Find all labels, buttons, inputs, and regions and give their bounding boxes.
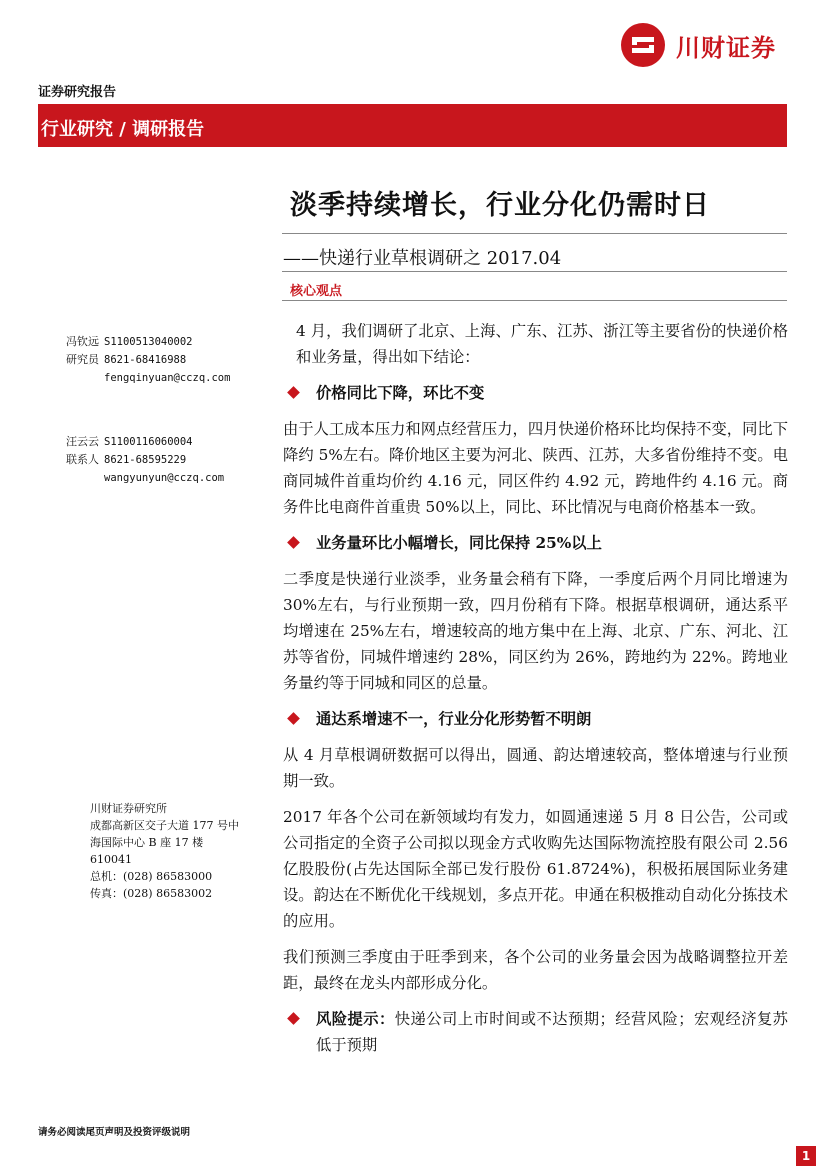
divider xyxy=(282,300,787,301)
divider xyxy=(282,233,787,234)
institute-address: 成都高新区交子大道 177 号中 xyxy=(90,819,239,832)
analyst-cert: S1100513040002 xyxy=(104,336,193,348)
diamond-bullet-icon xyxy=(287,536,300,549)
analyst-card xyxy=(66,333,230,387)
paragraph: 2017 年各个公司在新领域均有发力，如圆通速递 5 月 8 日公告，公司或公司指定的全资子公司拟以现金方式收购先达国际物流控股有限公司 2.56 亿股股份(占先达国际全部已发行股份 61.8724%)，积极拓展国际业务建设。韵达在不断优化干线规划，多点开花。申通在积极推动自动化分拣技术的应用。 xyxy=(283,808,788,930)
institute-postcode: 610041 xyxy=(90,853,132,866)
report-type: 证券研究报告 xyxy=(38,85,117,100)
bullet-heading: 业务量环比小幅增长，同比保持 25%以上 xyxy=(283,530,788,556)
diamond-bullet-icon xyxy=(287,386,300,399)
diamond-bullet-icon xyxy=(287,712,300,725)
analyst-email[interactable]: fengqinyuan@cczq.com xyxy=(104,372,231,384)
section-heading: 核心观点 xyxy=(290,284,343,299)
analyst-role: 研究员 xyxy=(66,353,99,366)
page-subtitle: ——快递行业草根调研之 2017.04 xyxy=(283,248,562,269)
risk-warning xyxy=(283,1006,788,1058)
page-number: 1 xyxy=(796,1146,816,1166)
brand-logo xyxy=(620,22,790,68)
institute-info xyxy=(90,800,239,902)
analyst-role: 联系人 xyxy=(66,453,99,466)
analyst-phone: 8621-68595229 xyxy=(104,454,187,466)
analyst-card xyxy=(66,433,224,487)
analyst-email[interactable]: wangyunyun@cczq.com xyxy=(104,472,225,484)
institute-address: 海国际中心 B 座 17 楼 xyxy=(90,836,204,849)
bullet-heading: 通达系增速不一，行业分化形势暂不明朗 xyxy=(283,706,788,732)
analyst-name: 冯钦远 xyxy=(66,335,99,348)
diamond-bullet-icon xyxy=(287,1012,300,1025)
report-body xyxy=(283,318,788,1068)
paragraph: 由于人工成本压力和网点经营压力，四月快递价格环比均保持不变，同比下降约 5%左右。降价地区主要为河北、陕西、江苏，大多省份维持不变。电商同城件首重均价约 4.16 元，同区件约 4.92 元，跨地件约 4.16 元。商务件比电商件首重贵 50%以上，同比、环比情况与电商价格基本一致。 xyxy=(283,420,788,516)
risk-label: 风险提示： xyxy=(316,1010,395,1028)
paragraph: 我们预测三季度由于旺季到来，各个公司的业务量会因为战略调整拉开差距，最终在龙头内部形成分化。 xyxy=(283,948,788,992)
disclaimer-note: 请务必阅读尾页声明及投资评级说明 xyxy=(38,1127,191,1138)
category-label: 行业研究 / 调研报告 xyxy=(41,119,205,140)
intro-paragraph: 4 月，我们调研了北京、上海、广东、江苏、浙江等主要省份的快递价格和业务量，得出如下结论： xyxy=(296,322,788,366)
institute-phone: 总机：(028) 86583000 xyxy=(90,870,213,883)
category-banner xyxy=(38,104,787,147)
brand-name: 川财证券 xyxy=(676,34,776,62)
logo-mark-icon xyxy=(620,22,666,68)
institute-name: 川财证券研究所 xyxy=(90,802,167,815)
bullet-heading: 价格同比下降，环比不变 xyxy=(283,380,788,406)
analyst-cert: S1100116060004 xyxy=(104,436,193,448)
paragraph: 二季度是快递行业淡季，业务量会稍有下降，一季度后两个月同比增速为 30%左右，与行业预期一致，四月份稍有下降。根据草根调研，通达系平均增速在 25%左右，增速较高的地方集中在上海、北京、广东、河北、江苏等省份，同城件增速约 28%，同区约为 26%，跨地约为 22%。跨地业务量约等于同城和同区的总量。 xyxy=(283,570,788,692)
analyst-phone: 8621-68416988 xyxy=(104,354,187,366)
institute-fax: 传真：(028) 86583002 xyxy=(90,887,213,900)
paragraph: 从 4 月草根调研数据可以得出，圆通、韵达增速较高，整体增速与行业预期一致。 xyxy=(283,746,788,790)
divider xyxy=(282,271,787,272)
risk-text: 快递公司上市时间或不达预期；经营风险；宏观经济复苏低于预期 xyxy=(316,1010,788,1054)
analyst-name: 汪云云 xyxy=(66,435,99,448)
page-title: 淡季持续增长，行业分化仍需时日 xyxy=(290,190,710,221)
